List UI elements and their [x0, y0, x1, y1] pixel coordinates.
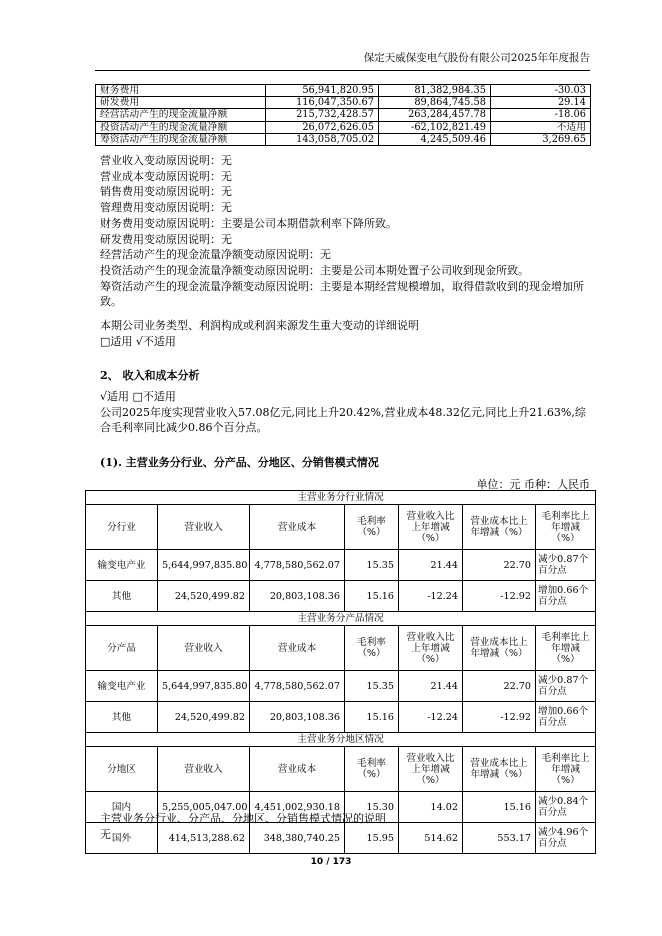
header-cell: 营业成本: [250, 626, 345, 671]
header-cell: 毛利率（%）: [345, 505, 399, 550]
fin-cell-cur: 143,058,705.02: [266, 133, 379, 145]
fin-cell-prev: 4,245,509.46: [379, 133, 491, 145]
table-row: [86, 550, 596, 581]
cell-gm_chg: 减少4.96个百分点: [536, 823, 596, 854]
cell-rev: 5,644,997,835.80: [158, 550, 250, 581]
fin-row: [96, 133, 591, 145]
sub1-title: (1). 主营业务分行业、分产品、分地区、分销售模式情况: [100, 456, 379, 469]
cell-cost: 4,451,002,930.18: [250, 792, 345, 823]
cell-rev: 5,644,997,835.80: [158, 671, 250, 702]
cell-cost_chg: 15.16: [463, 792, 536, 823]
header-cell: 营业成本: [250, 505, 345, 550]
cell-cost: 20,803,108.36: [250, 581, 345, 612]
note-line: 筹资活动产生的现金流量净额变动原因说明：主要是本期经营规模增加，取得借款收到的现金增加所致。: [100, 279, 584, 309]
group-title: 主营业务分行业情况: [86, 491, 596, 505]
cell-name: 输变电产业: [86, 550, 158, 581]
fin-cell-cur: 215,732,428.57: [266, 109, 379, 121]
header-cell: 营业成本: [250, 747, 345, 792]
section2-check: √适用 □不适用: [100, 390, 176, 403]
note-line: 管理费用变动原因说明：无: [100, 201, 232, 215]
table-row: [86, 581, 596, 612]
header-cell: 毛利率（%）: [345, 626, 399, 671]
cell-rev_chg: 21.44: [399, 671, 463, 702]
header-cell: 毛利率比上年增减（%）: [536, 626, 596, 671]
fin-cell-chg: -30.03: [491, 85, 591, 97]
cell-cost: 4,778,580,562.07: [250, 671, 345, 702]
cell-name: 其他: [86, 702, 158, 733]
fin-cell-chg: 不适用: [491, 121, 591, 133]
cell-rev_chg: 14.02: [399, 792, 463, 823]
group-title: 主营业务分地区情况: [86, 733, 596, 747]
fin-row: [96, 97, 591, 109]
header-cell: 营业收入: [158, 626, 250, 671]
fin-cell-name: 投资活动产生的现金流量净额: [96, 121, 266, 133]
table-row: [86, 702, 596, 733]
header-cell: 营业成本比上年增减（%）: [463, 505, 536, 550]
fin-cell-prev: 89,864,745.58: [379, 97, 491, 109]
note-line: 研发费用变动原因说明：无: [100, 232, 232, 246]
cell-gm: 15.16: [345, 702, 399, 733]
fin-cell-name: 筹资活动产生的现金流量净额: [96, 133, 266, 145]
note-line: 营业收入变动原因说明：无: [100, 154, 232, 167]
cell-gm_chg: 减少0.84个百分点: [536, 792, 596, 823]
detail-check: □适用 √不适用: [100, 334, 176, 348]
detail-title: 本期公司业务类型、利润构成或利润来源发生重大变动的详细说明: [100, 319, 419, 332]
financial-change-table: [95, 84, 591, 146]
page-header: 保定天威保变电气股份有限公司2025年年度报告: [95, 50, 590, 71]
section2-title: 2、 收入和成本分析: [100, 369, 200, 382]
header-cell: 分产品: [86, 626, 158, 671]
header-row: [86, 626, 596, 671]
header-cell: 分地区: [86, 747, 158, 792]
fin-cell-cur: 116,047,350.67: [266, 97, 379, 109]
cell-name: 输变电产业: [86, 671, 158, 702]
cell-cost_chg: 22.70: [463, 671, 536, 702]
cell-name: 其他: [86, 581, 158, 612]
header-cell: 营业收入比上年增减（%）: [399, 747, 463, 792]
fin-row: [96, 109, 591, 121]
group-title-row: [86, 733, 596, 747]
cell-rev: 5,255,005,047.00: [158, 792, 250, 823]
group-title-row: [86, 491, 596, 505]
cell-cost_chg: 22.70: [463, 550, 536, 581]
header-cell: 营业成本比上年增减（%）: [463, 626, 536, 671]
cell-gm: 15.30: [345, 792, 399, 823]
after-table-text: 无: [100, 827, 111, 841]
fin-cell-prev: 81,382,984.35: [379, 85, 491, 97]
header-cell: 营业收入比上年增减（%）: [399, 505, 463, 550]
cell-name: 国内: [86, 792, 158, 823]
section2-body: [100, 389, 595, 436]
fin-cell-prev: -62,102,821.49: [379, 121, 491, 133]
group-title-row: [86, 612, 596, 626]
cell-cost_chg: -12.92: [463, 581, 536, 612]
fin-row: [96, 85, 591, 97]
cell-cost_chg: 553.17: [463, 823, 536, 854]
after-table-title: 主营业务分行业、分产品、分地区、分销售模式情况的说明: [100, 812, 386, 825]
fin-cell-name: 研发费用: [96, 97, 266, 109]
header-cell: 营业成本比上年增减（%）: [463, 747, 536, 792]
note-line: 销售费用变动原因说明：无: [100, 185, 232, 199]
fin-cell-prev: 263,284,457.78: [379, 109, 491, 121]
cell-gm: 15.35: [345, 671, 399, 702]
group-title: 主营业务分产品情况: [86, 612, 596, 626]
fin-cell-name: 经营活动产生的现金流量净额: [96, 109, 266, 121]
cell-gm_chg: 减少0.87个百分点: [536, 550, 596, 581]
fin-cell-cur: 56,941,820.95: [266, 85, 379, 97]
header-cell: 营业收入比上年增减（%）: [399, 626, 463, 671]
cell-rev: 24,520,499.82: [158, 702, 250, 733]
cell-gm: 15.95: [345, 823, 399, 854]
cell-name: 国外: [86, 823, 158, 854]
header-cell: 营业收入: [158, 505, 250, 550]
cell-rev: 24,520,499.82: [158, 581, 250, 612]
header-cell: 毛利率（%）: [345, 747, 399, 792]
note-line: 财务费用变动原因说明：主要是公司本期借款利率下降所致。: [100, 216, 397, 230]
cell-rev_chg: 514.62: [399, 823, 463, 854]
cell-rev: 414,513,288.62: [158, 823, 250, 854]
cell-cost: 20,803,108.36: [250, 702, 345, 733]
section2-text: 公司2025年度实现营业收入57.08亿元,同比上升20.42%,营业成本48.32亿元,同比上升21.63%,综合毛利率同比减少0.86个百分点。: [100, 405, 586, 435]
header-row: [86, 747, 596, 792]
header-cell: 营业收入: [158, 747, 250, 792]
unit-label: 单位：元 币种：人民币: [476, 478, 590, 491]
detail-section: [100, 318, 595, 349]
fin-cell-chg: -18.06: [491, 109, 591, 121]
cell-rev_chg: -12.24: [399, 581, 463, 612]
header-cell: 分行业: [86, 505, 158, 550]
cell-gm: 15.16: [345, 581, 399, 612]
header-row: [86, 505, 596, 550]
note-line: 营业成本变动原因说明：无: [100, 169, 232, 183]
cell-rev_chg: -12.24: [399, 702, 463, 733]
cell-rev_chg: 21.44: [399, 550, 463, 581]
cell-gm_chg: 增加0.66个百分点: [536, 581, 596, 612]
fin-cell-name: 财务费用: [96, 85, 266, 97]
cell-gm: 15.35: [345, 550, 399, 581]
after-table-notes: [100, 811, 595, 842]
note-line: 经营活动产生的现金流量净额变动原因说明：无: [100, 248, 331, 262]
cell-cost: 4,778,580,562.07: [250, 550, 345, 581]
change-notes: [100, 153, 595, 310]
cell-cost: 348,380,740.25: [250, 823, 345, 854]
fin-row: [96, 121, 591, 133]
cell-gm_chg: 减少0.87个百分点: [536, 671, 596, 702]
main-business-table: [85, 490, 596, 854]
header-cell: 毛利率比上年增减（%）: [536, 505, 596, 550]
table-row: [86, 671, 596, 702]
fin-cell-chg: 3,269.65: [491, 133, 591, 145]
fin-cell-chg: 29.14: [491, 97, 591, 109]
note-line: 投资活动产生的现金流量净额变动原因说明：主要是公司本期处置子公司收到现金所致。: [100, 263, 529, 277]
page-number: 10 / 173: [310, 857, 352, 867]
header-cell: 毛利率比上年增减（%）: [536, 747, 596, 792]
cell-gm_chg: 增加0.66个百分点: [536, 702, 596, 733]
fin-cell-cur: 26,072,626.05: [266, 121, 379, 133]
cell-cost_chg: -12.92: [463, 702, 536, 733]
